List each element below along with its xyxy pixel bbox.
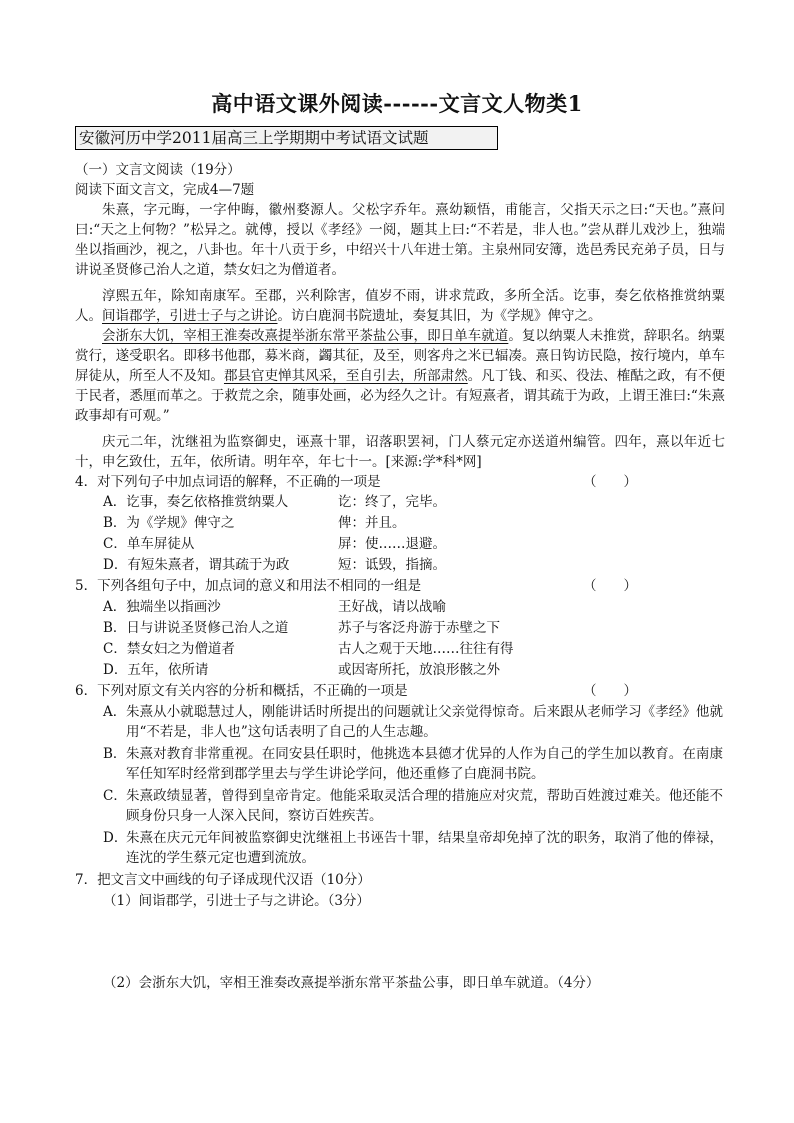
passage-text: 。访白鹿洞书院遗址，奏复其旧，为《学规》俾守之。: [277, 308, 602, 324]
page-title: 高中语文课外阅读------文言文人物类1: [211, 91, 583, 116]
instruction: 阅读下面文言文，完成4—7题: [75, 182, 255, 198]
option-text: 朱熹对教育非常重视。在同安县任职时，他挑选本县德才优异的人作为自己的学生加以教育。在南康军任知军时经常到郡学里去与学生讲论学问，他还重修了白鹿洞书院。: [126, 746, 723, 782]
option-note: 王好战，请以战喻: [338, 599, 446, 615]
option-b: [103, 744, 723, 784]
option-b: B．日与讲说圣贤修己治人之道: [103, 620, 289, 636]
option-c: C．单车屏徒从: [103, 536, 195, 552]
option-d: D．有短朱熹者，谓其疏于为政: [103, 557, 290, 573]
translation-item-2: （2）会浙东大饥，宰相王淮奏改熹提举浙东常平茶盐公事，即日单车就道。（4分）: [103, 975, 600, 991]
option-note: 俾：并且。: [338, 515, 406, 531]
answer-bracket: （ ）: [583, 578, 637, 594]
passage-paragraph-4: 庆元二年，沈继祖为监察御史，诬熹十罪，诏落职罢祠，门人蔡元定亦送道州编管。四年，熹以年近七十，申乞致仕，五年，依所请。明年卒，年七十一。[来源:学*科*网]: [75, 434, 725, 470]
option-note: 古人之观于天地……往往有得: [338, 641, 514, 657]
option-label: A．: [103, 704, 127, 720]
passage-text: 淳熙五年，除知南康军。至郡，兴利除害，值岁不雨，讲求荒政，多所全活。讫事，奏乞依格推赏纳粟人。: [75, 288, 725, 324]
option-text: 朱熹从小就聪慧过人，刚能讲话时所提出的问题就让父亲觉得惊奇。后来跟从老师学习《孝经》他就用“不若是，非人也”这句话表明了自己的人生志趣。: [126, 704, 723, 740]
option-note: 屏：使……退避。: [338, 536, 446, 552]
passage-paragraph-3: [75, 326, 725, 426]
passage-paragraph-2: [75, 286, 725, 326]
section-heading: （一）文言文阅读（19分）: [75, 162, 241, 178]
option-d: [103, 828, 723, 868]
question-4-stem: 4．对下列句子中加点词语的解释，不正确的一项是: [75, 474, 381, 490]
option-c: [103, 786, 723, 826]
option-note: 讫：终了，完毕。: [338, 494, 446, 510]
option-label: D．: [103, 830, 128, 846]
option-text: 朱熹政绩显著，曾得到皇帝肯定。他能采取灵活合理的措施应对灾荒，帮助百姓渡过难关。他还能不顾身份只身一人深入民间，察访百姓疾苦。: [126, 788, 723, 824]
source-box: 安徽河历中学2011届高三上学期期中考试语文试题: [75, 126, 498, 150]
question-7-stem: 7．把文言文中画线的句子译成现代汉语（10分）: [75, 872, 371, 888]
translation-item-1: （1）间诣郡学，引进士子与之讲论。（3分）: [103, 893, 370, 909]
passage-paragraph-1: 朱熹，字元晦，一字仲晦，徽州婺源人。父松字乔年。熹幼颖悟，甫能言，父指天示之曰:“天也。”熹问曰:“天之上何物？”松异之。就傅，授以《孝经》一阅，题其上曰:“不若是，非人也。”尝从群儿戏沙上，独端坐以指画沙，视之，八卦也。年十八贡于乡，中绍兴十八年进士第。主泉州同安簿，选邑秀民充弟子员，日与讲说圣贤修己治人之道，禁女妇之为僧道者。: [75, 202, 725, 278]
option-a: A．独端坐以指画沙: [103, 599, 221, 615]
option-note: 苏子与客泛舟游于赤壁之下: [338, 620, 500, 636]
passage-text: 。复以纳粟人未推赏，辞职名。纳粟赏行，遂受职名。即移书他郡，募米商，蠲其征，及至，则客舟之米已辐凑。熹日钩访民隐，按行境内，单车屏徒从，所至人不及知。: [75, 328, 726, 384]
option-a: A．讫事，奏乞依格推赏纳粟人: [103, 494, 289, 510]
option-note: 短：诋毁，指摘。: [338, 557, 446, 573]
option-text: 朱熹在庆元元年间被监察御史沈继祖上书诬告十罪，结果皇帝却免掉了沈的职务，取消了他的俸禄，连沈的学生蔡元定也遭到流放。: [126, 830, 723, 866]
underlined-sentence-1: 间诣郡学，引进士子与之讲论: [102, 308, 278, 324]
option-note: 或因寄所托，放浪形骸之外: [338, 662, 500, 678]
underlined-sentence-3: 郡县官吏惮其风采，至自引去，所部肃然: [223, 368, 468, 384]
option-b: B．为《学规》俾守之: [103, 515, 235, 531]
option-c: C．禁女妇之为僧道者: [103, 641, 235, 657]
question-5-stem: 5．下列各组句子中，加点词的意义和用法不相同的一组是: [75, 578, 422, 594]
option-label: B．: [103, 746, 127, 762]
passage-text: 。凡丁钱、和买、役法、榷酤之政，有不便于民者，悉厘而革之。于救荒之余，随事处画，必为经久之计。有短熹者，谓其疏于为政，上谓王淮曰:“朱熹政事却有可观。”: [75, 368, 726, 424]
answer-bracket: （ ）: [583, 474, 637, 490]
question-6-stem: 6．下列对原文有关内容的分析和概括，不正确的一项是: [75, 683, 408, 699]
answer-bracket: （ ）: [583, 683, 637, 699]
option-a: [103, 702, 723, 742]
option-d: D．五年，依所请: [103, 662, 209, 678]
underlined-sentence-2: 会浙东大饥，宰相王淮奏改熹提举浙东常平茶盐公事，即日单车就道: [102, 328, 509, 344]
option-label: C．: [103, 788, 127, 804]
